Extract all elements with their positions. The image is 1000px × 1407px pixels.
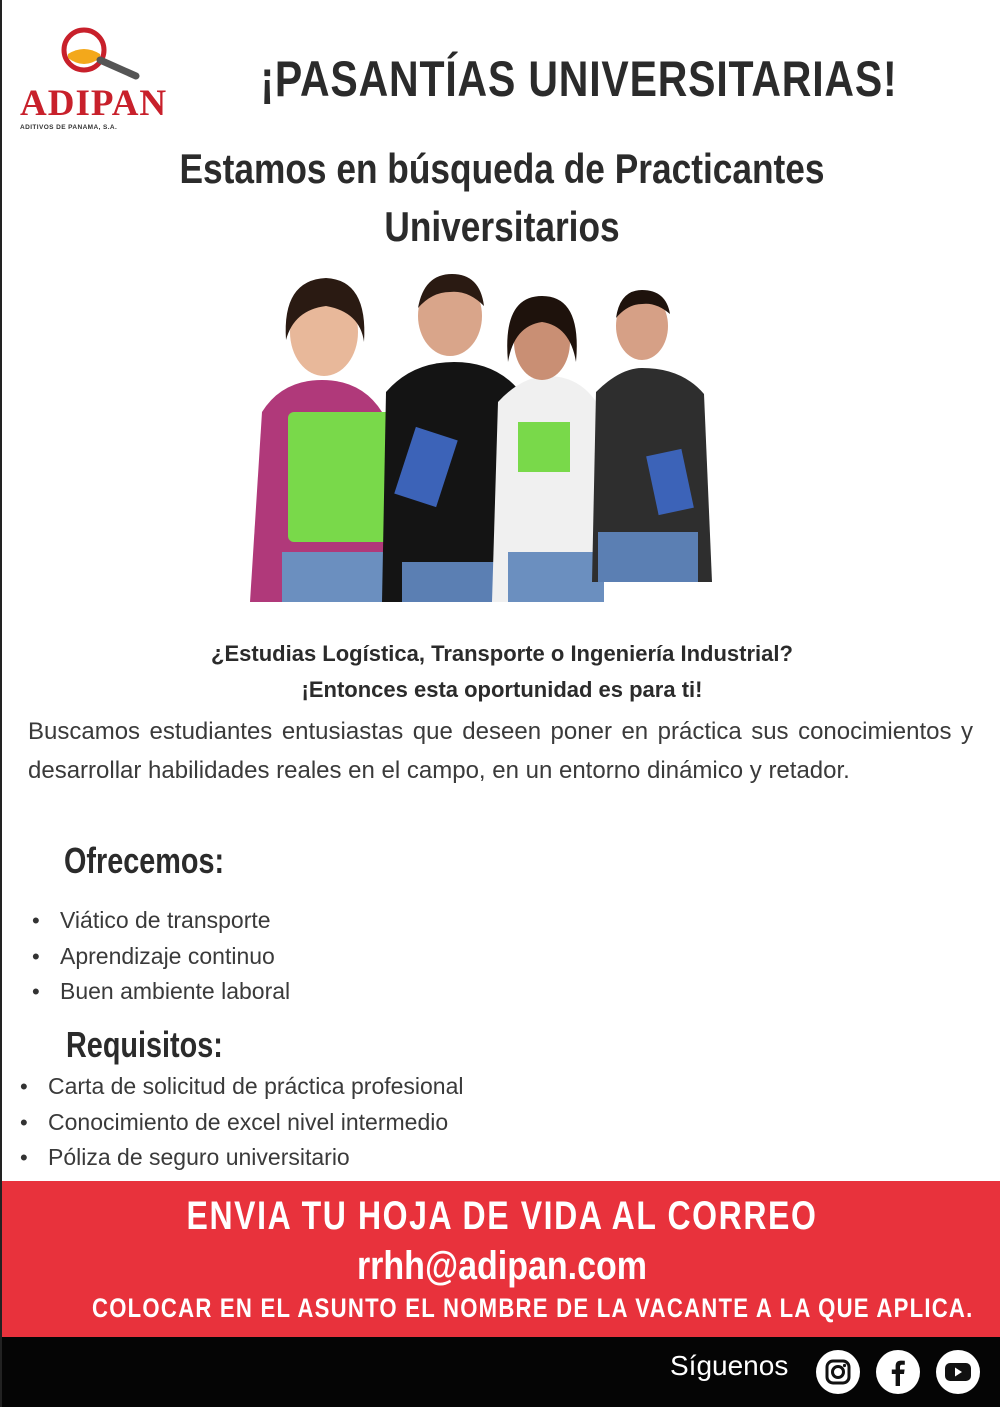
page-subheadline	[166, 140, 838, 256]
question-line-2: ¡Entonces esta oportunidad es para ti!	[301, 677, 703, 702]
youtube-icon[interactable]	[936, 1350, 980, 1394]
follow-label: Síguenos	[670, 1350, 789, 1381]
requirement-item: • Póliza de seguro universitario	[48, 1140, 464, 1176]
offer-item: • Viático de transporte	[60, 903, 290, 939]
subheadline-line-1: Estamos en búsqueda de Practicantes	[179, 145, 825, 192]
magnifier-icon	[56, 24, 146, 84]
instagram-icon[interactable]	[816, 1350, 860, 1394]
adipan-logo	[16, 24, 176, 134]
page-headline: ¡PASANTÍAS UNIVERSITARIAS!	[260, 51, 898, 107]
requirement-item: • Conocimiento de excel nivel intermedio	[48, 1105, 464, 1141]
question-line-1: ¿Estudias Logística, Transporte o Ingeniería Industrial?	[211, 641, 793, 666]
subheadline-line-2: Universitarios	[384, 203, 620, 250]
offer-item: • Buen ambiente laboral	[60, 974, 290, 1010]
logo-wordmark: ADIPAN	[20, 83, 168, 124]
student-4	[592, 290, 712, 582]
offer-title: Ofrecemos:	[64, 840, 225, 881]
requirements-title: Requisitos:	[66, 1024, 223, 1065]
student-3	[492, 296, 604, 602]
offer-list	[60, 903, 290, 1010]
description-paragraph: Buscamos estudiantes entusiastas que deseen poner en práctica sus conocimientos y desarrollar habilidades reales en el campo, en un entorno dinámico y retador.	[28, 718, 973, 784]
student-1	[250, 278, 402, 602]
students-photo	[242, 262, 722, 602]
requirements-list	[48, 1069, 464, 1176]
cta-line-3: COLOCAR EN EL ASUNTO EL NOMBRE DE LA VACANTE A LA QUE APLICA.	[92, 1293, 974, 1323]
offer-item: • Aprendizaje continuo	[60, 939, 290, 975]
cta-line-1: ENVIA TU HOJA DE VIDA AL CORREO	[186, 1194, 818, 1238]
requirement-item: • Carta de solicitud de práctica profesional	[48, 1069, 464, 1105]
logo-tagline: ADITIVOS DE PANAMA, S.A.	[20, 124, 118, 131]
facebook-icon[interactable]	[876, 1350, 920, 1394]
cta-email[interactable]: rrhh@adipan.com	[356, 1244, 648, 1288]
